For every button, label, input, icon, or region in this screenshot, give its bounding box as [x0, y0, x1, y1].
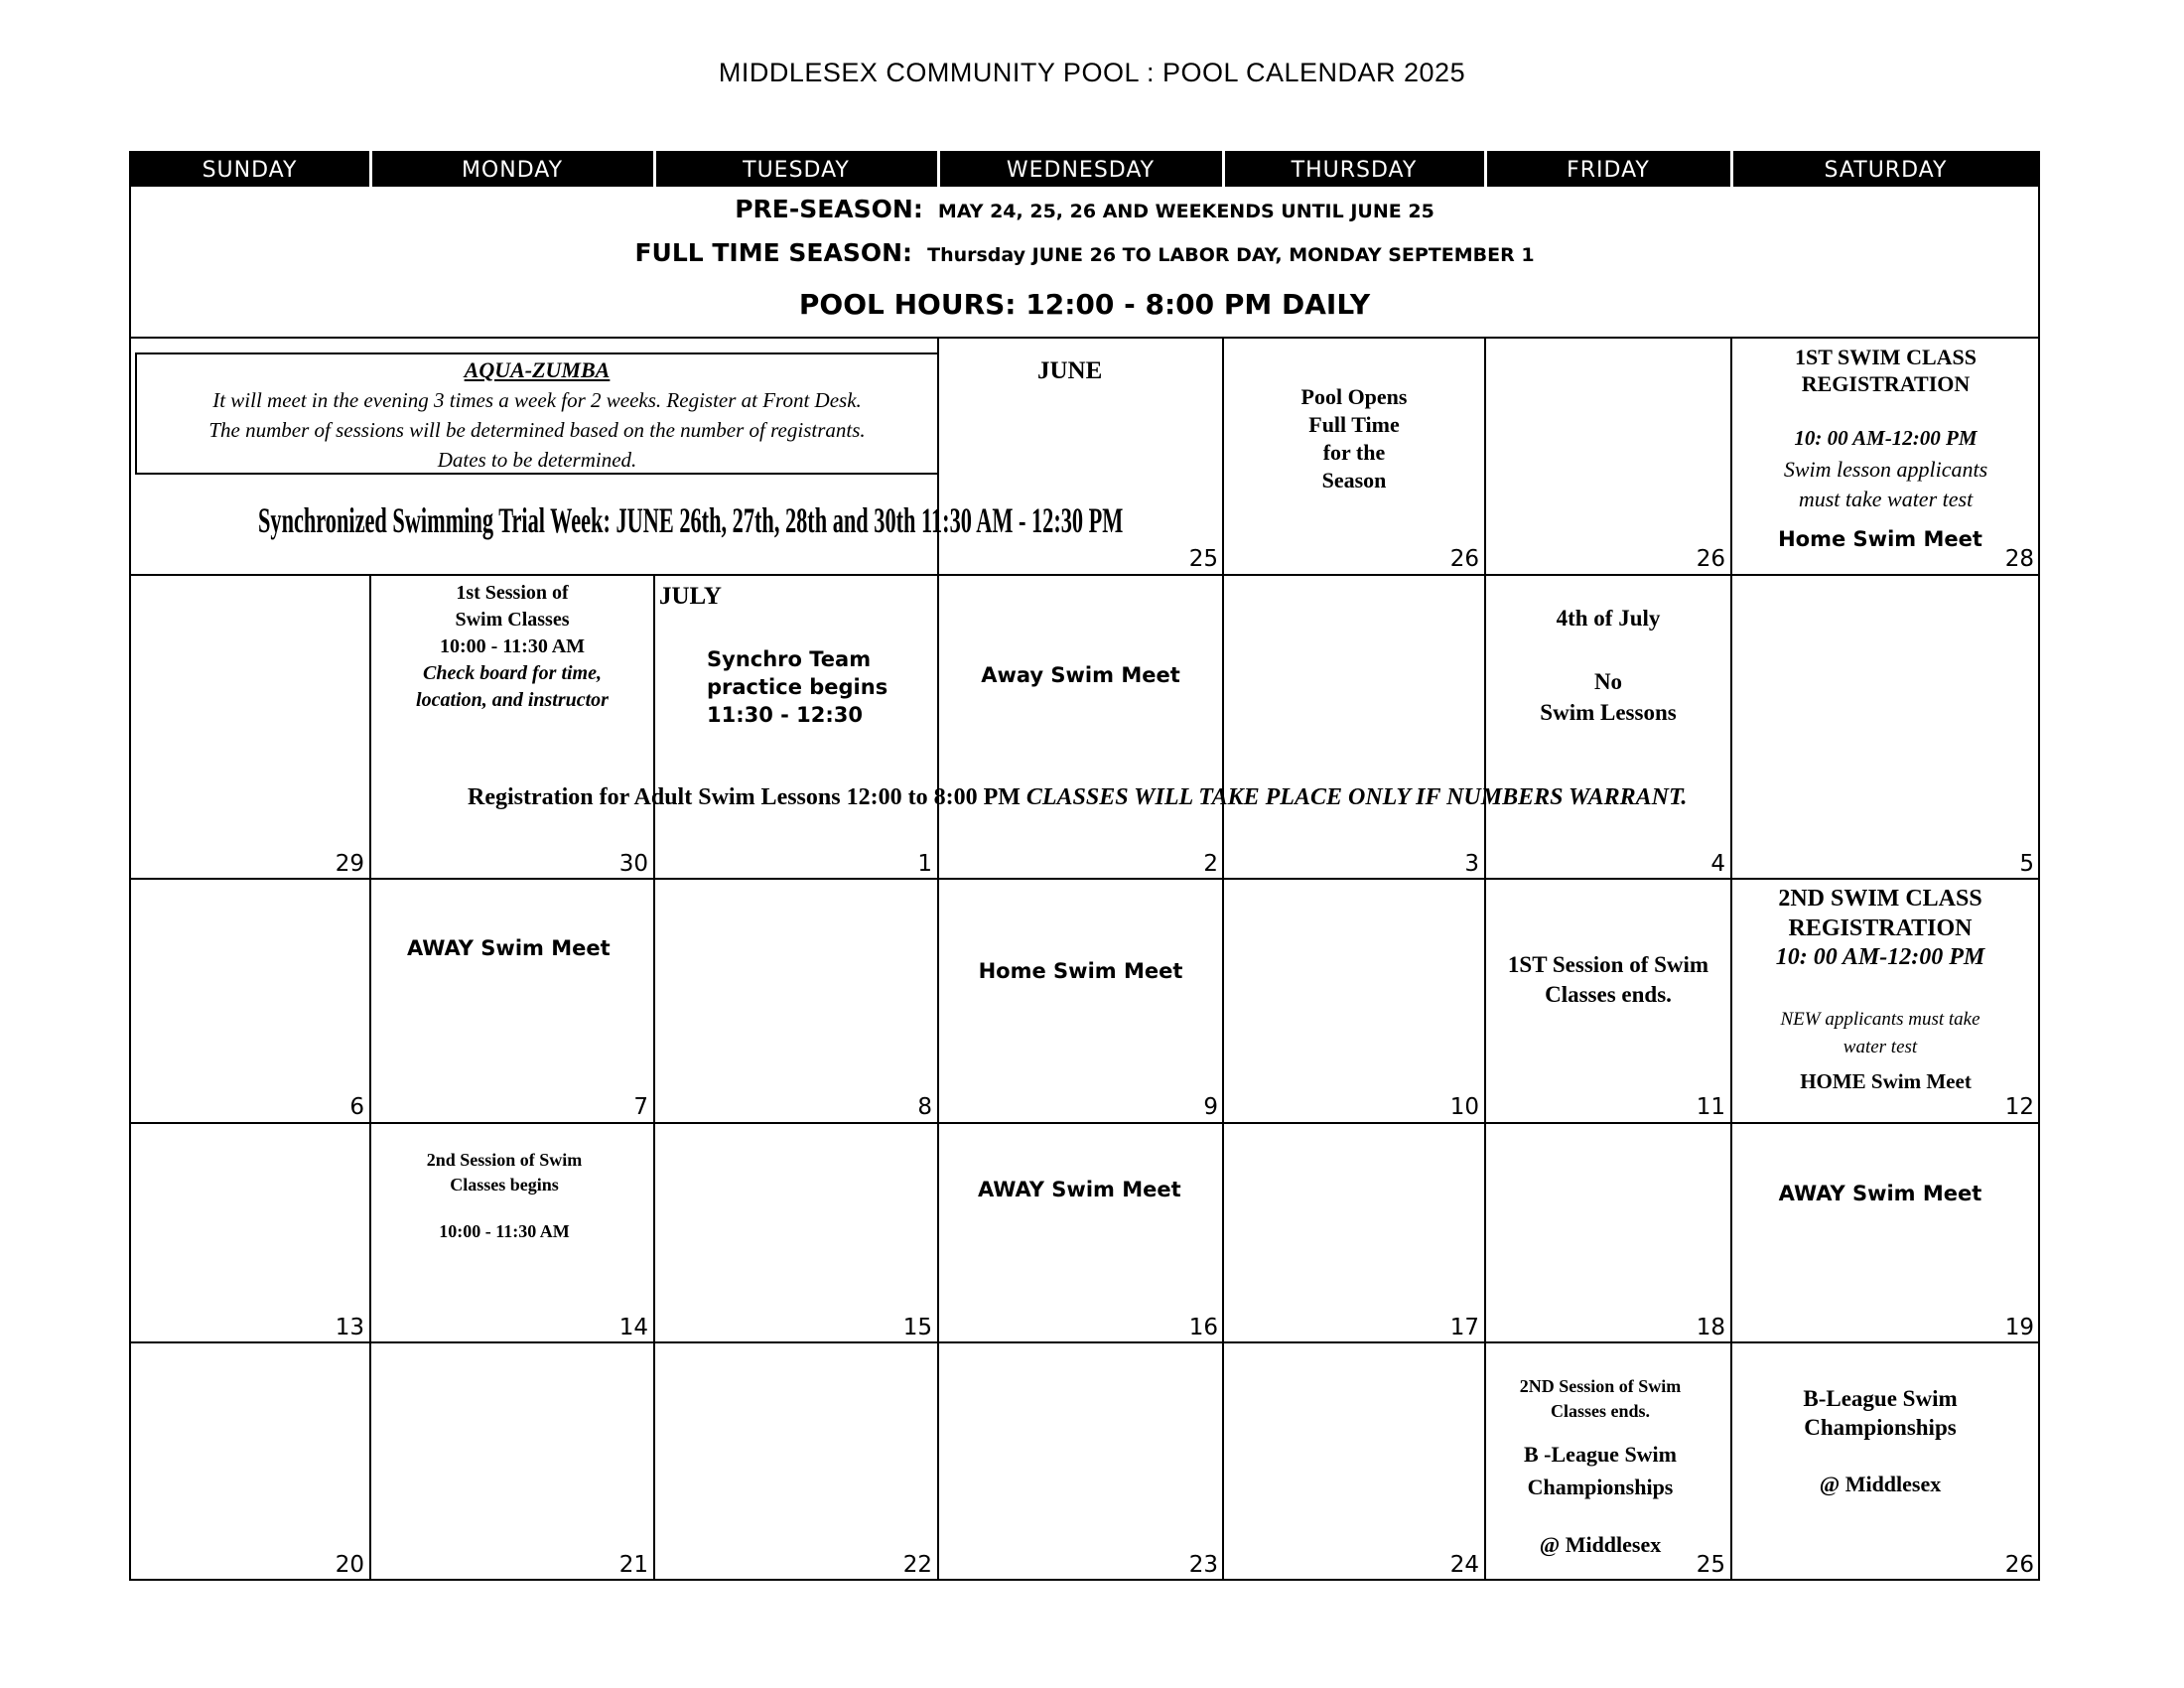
- event-line: for the: [1322, 440, 1386, 465]
- day-number: 4: [1710, 851, 1725, 877]
- event-line: 1ST SWIM CLASS: [1795, 345, 1977, 369]
- event-line: 11:30 - 12:30: [707, 703, 864, 727]
- b-league-championships: [1731, 1384, 2029, 1442]
- notice-text: Registration for Adult Swim Lessons 12:00 to 8:00 PM: [468, 784, 1026, 810]
- day-number: 2: [1203, 851, 1218, 877]
- day-divider: [653, 574, 655, 1581]
- day-header-thursday: THURSDAY: [1291, 158, 1418, 183]
- pre-season-line: [129, 195, 2040, 223]
- day-number: 25: [1188, 546, 1218, 572]
- session-ends-event: [1485, 1374, 1715, 1424]
- event-line: 1ST Session of Swim: [1507, 952, 1709, 977]
- week-divider: [129, 1122, 2040, 1124]
- aqua-zumba-line: It will meet in the evening 3 times a week for 2 weeks. Register at Front Desk.: [212, 388, 862, 412]
- day-divider: [369, 574, 371, 1581]
- home-swim-meet: Home Swim Meet: [1778, 527, 1982, 551]
- pre-season-dates: MAY 24, 25, 26 AND WEEKENDS UNTIL JUNE 25: [937, 201, 1434, 222]
- header-divider: [369, 151, 372, 187]
- day-number: 7: [633, 1094, 648, 1120]
- water-test-note: [1731, 455, 2040, 514]
- away-swim-meet: AWAY Swim Meet: [978, 1178, 1181, 1201]
- day-header-sunday: SUNDAY: [202, 158, 298, 183]
- event-line: 2ND SWIM CLASS: [1778, 886, 1982, 912]
- day-divider: [1222, 574, 1224, 1581]
- day-number: 20: [335, 1552, 364, 1578]
- notice-emphasis: CLASSES WILL TAKE PLACE ONLY IF NUMBERS WARRANT.: [1025, 784, 1688, 810]
- event-line: Swim lesson applicants: [1783, 457, 1988, 482]
- event-line: Championships: [1804, 1415, 1957, 1440]
- aqua-zumba-line: The number of sessions will be determined based on the number of registrants.: [208, 418, 866, 442]
- away-swim-meet: AWAY Swim Meet: [407, 936, 611, 960]
- day-divider: [937, 574, 939, 1581]
- day-number: 17: [1449, 1315, 1479, 1340]
- event-line: Swim Classes: [455, 609, 570, 631]
- day-number: 13: [335, 1315, 364, 1340]
- away-swim-meet: AWAY Swim Meet: [1778, 1182, 1982, 1205]
- second-session-event: [370, 1148, 638, 1197]
- pool-hours: POOL HOURS: 12:00 - 8:00 PM DAILY: [798, 288, 1371, 321]
- event-line: B -League Swim: [1524, 1442, 1677, 1467]
- event-line: B-League Swim: [1803, 1386, 1958, 1411]
- aqua-zumba-line: Dates to be determined.: [437, 448, 637, 472]
- day-number: 30: [618, 851, 648, 877]
- week-divider: [129, 878, 2040, 880]
- event-line: 2ND Session of Swim: [1519, 1376, 1682, 1396]
- event-line: Championships: [1527, 1475, 1674, 1499]
- header-divider: [1730, 151, 1733, 187]
- day-header-friday: FRIDAY: [1567, 158, 1650, 183]
- b-league-championships: [1485, 1438, 1715, 1503]
- day-number: 6: [349, 1094, 364, 1120]
- day-number: 3: [1464, 851, 1479, 877]
- event-line: 1st Session of: [456, 582, 569, 604]
- header-divider: [1484, 151, 1487, 187]
- event-line: water test: [1843, 1037, 1918, 1057]
- away-swim-meet: Away Swim Meet: [981, 663, 1180, 687]
- full-season-dates: Thursday JUNE 26 TO LABOR DAY, MONDAY SEPTEMBER 1: [927, 244, 1535, 266]
- week-divider: [129, 574, 2040, 576]
- swim-registration-event: [1731, 884, 2029, 943]
- day-number: 26: [2004, 1552, 2034, 1578]
- day-number: 23: [1188, 1552, 1218, 1578]
- day-number: 21: [618, 1552, 648, 1578]
- day-number: 24: [1449, 1552, 1479, 1578]
- swim-registration-event: [1731, 344, 2040, 397]
- day-number: 8: [917, 1094, 932, 1120]
- pool-opens-event: [1223, 383, 1485, 494]
- first-session-event: [370, 580, 654, 714]
- page-title: MIDDLESEX COMMUNITY POOL : POOL CALENDAR 2025: [718, 58, 1466, 87]
- month-label-june: JUNE: [1037, 357, 1103, 384]
- event-line: Classes begins: [450, 1175, 559, 1195]
- day-header-saturday: SATURDAY: [1824, 158, 1948, 183]
- event-line: Synchro Team: [707, 647, 872, 671]
- event-line: REGISTRATION: [1788, 915, 1973, 941]
- aqua-zumba-title: AQUA-ZUMBA: [464, 357, 611, 382]
- championship-location: @ Middlesex: [1539, 1532, 1662, 1557]
- july-4th-event: 4th of July: [1556, 606, 1661, 631]
- full-season-label: FULL TIME SEASON:: [634, 238, 913, 267]
- day-number: 11: [1696, 1094, 1725, 1120]
- water-test-note: [1731, 1006, 2029, 1061]
- synchro-trial-week: Synchronized Swimming Trial Week: JUNE 26th, 27th, 28th and 30th 11:30 AM - 12:30 PM: [258, 500, 1124, 540]
- session-ends-event: [1485, 950, 1731, 1010]
- day-number: 5: [2019, 851, 2034, 877]
- registration-time: 10: 00 AM-12:00 PM: [1794, 426, 1978, 450]
- no-lessons-event: [1485, 666, 1731, 728]
- day-header-monday: MONDAY: [461, 158, 564, 183]
- event-line: No: [1593, 669, 1623, 694]
- adult-registration-notice: [468, 784, 1687, 811]
- home-swim-meet: Home Swim Meet: [978, 959, 1183, 983]
- championship-location: @ Middlesex: [1819, 1472, 1942, 1496]
- day-number: 26: [1449, 546, 1479, 572]
- event-line: practice begins: [707, 675, 888, 699]
- day-number: 25: [1696, 1552, 1725, 1578]
- event-line: 2nd Session of Swim: [426, 1150, 583, 1170]
- session-time: 10:00 - 11:30 AM: [439, 1221, 570, 1241]
- header-divider: [1222, 151, 1225, 187]
- home-swim-meet: HOME Swim Meet: [1800, 1069, 1972, 1093]
- pre-season-label: PRE-SEASON:: [735, 195, 923, 223]
- day-number: 14: [618, 1315, 648, 1340]
- event-line: Pool Opens: [1300, 384, 1408, 409]
- event-line: Classes ends.: [1545, 982, 1672, 1007]
- day-number: 26: [1696, 546, 1725, 572]
- event-line: Full Time: [1308, 412, 1400, 437]
- day-number: 18: [1696, 1315, 1725, 1340]
- day-number: 16: [1188, 1315, 1218, 1340]
- day-number: 29: [335, 851, 364, 877]
- day-number: 12: [2004, 1094, 2034, 1120]
- day-number: 1: [917, 851, 932, 877]
- event-line: must take water test: [1798, 487, 1974, 511]
- week-divider: [129, 1341, 2040, 1343]
- event-line: REGISTRATION: [1801, 371, 1971, 396]
- header-divider: [937, 151, 940, 187]
- registration-time: 10: 00 AM-12:00 PM: [1775, 944, 1985, 970]
- day-header-tuesday: TUESDAY: [743, 158, 850, 183]
- header-divider: [653, 151, 656, 187]
- day-header-wednesday: WEDNESDAY: [1006, 158, 1156, 183]
- event-line: Classes ends.: [1550, 1401, 1651, 1421]
- full-season-line: [129, 238, 2040, 267]
- event-line: Season: [1321, 468, 1387, 492]
- day-number: 19: [2004, 1315, 2034, 1340]
- month-label-july: JULY: [659, 583, 722, 610]
- event-line: Check board for time,: [423, 662, 602, 684]
- day-number: 22: [902, 1552, 932, 1578]
- day-number: 10: [1449, 1094, 1479, 1120]
- day-number: 28: [2004, 546, 2034, 572]
- event-line: location, and instructor: [416, 689, 609, 711]
- event-line: 10:00 - 11:30 AM: [439, 635, 586, 657]
- event-line: Swim Lessons: [1540, 700, 1677, 725]
- day-number: 9: [1203, 1094, 1218, 1120]
- synchro-practice-event: [707, 645, 887, 729]
- week-divider: [129, 337, 2040, 339]
- event-line: NEW applicants must take: [1780, 1009, 1980, 1030]
- day-number: 15: [902, 1315, 932, 1340]
